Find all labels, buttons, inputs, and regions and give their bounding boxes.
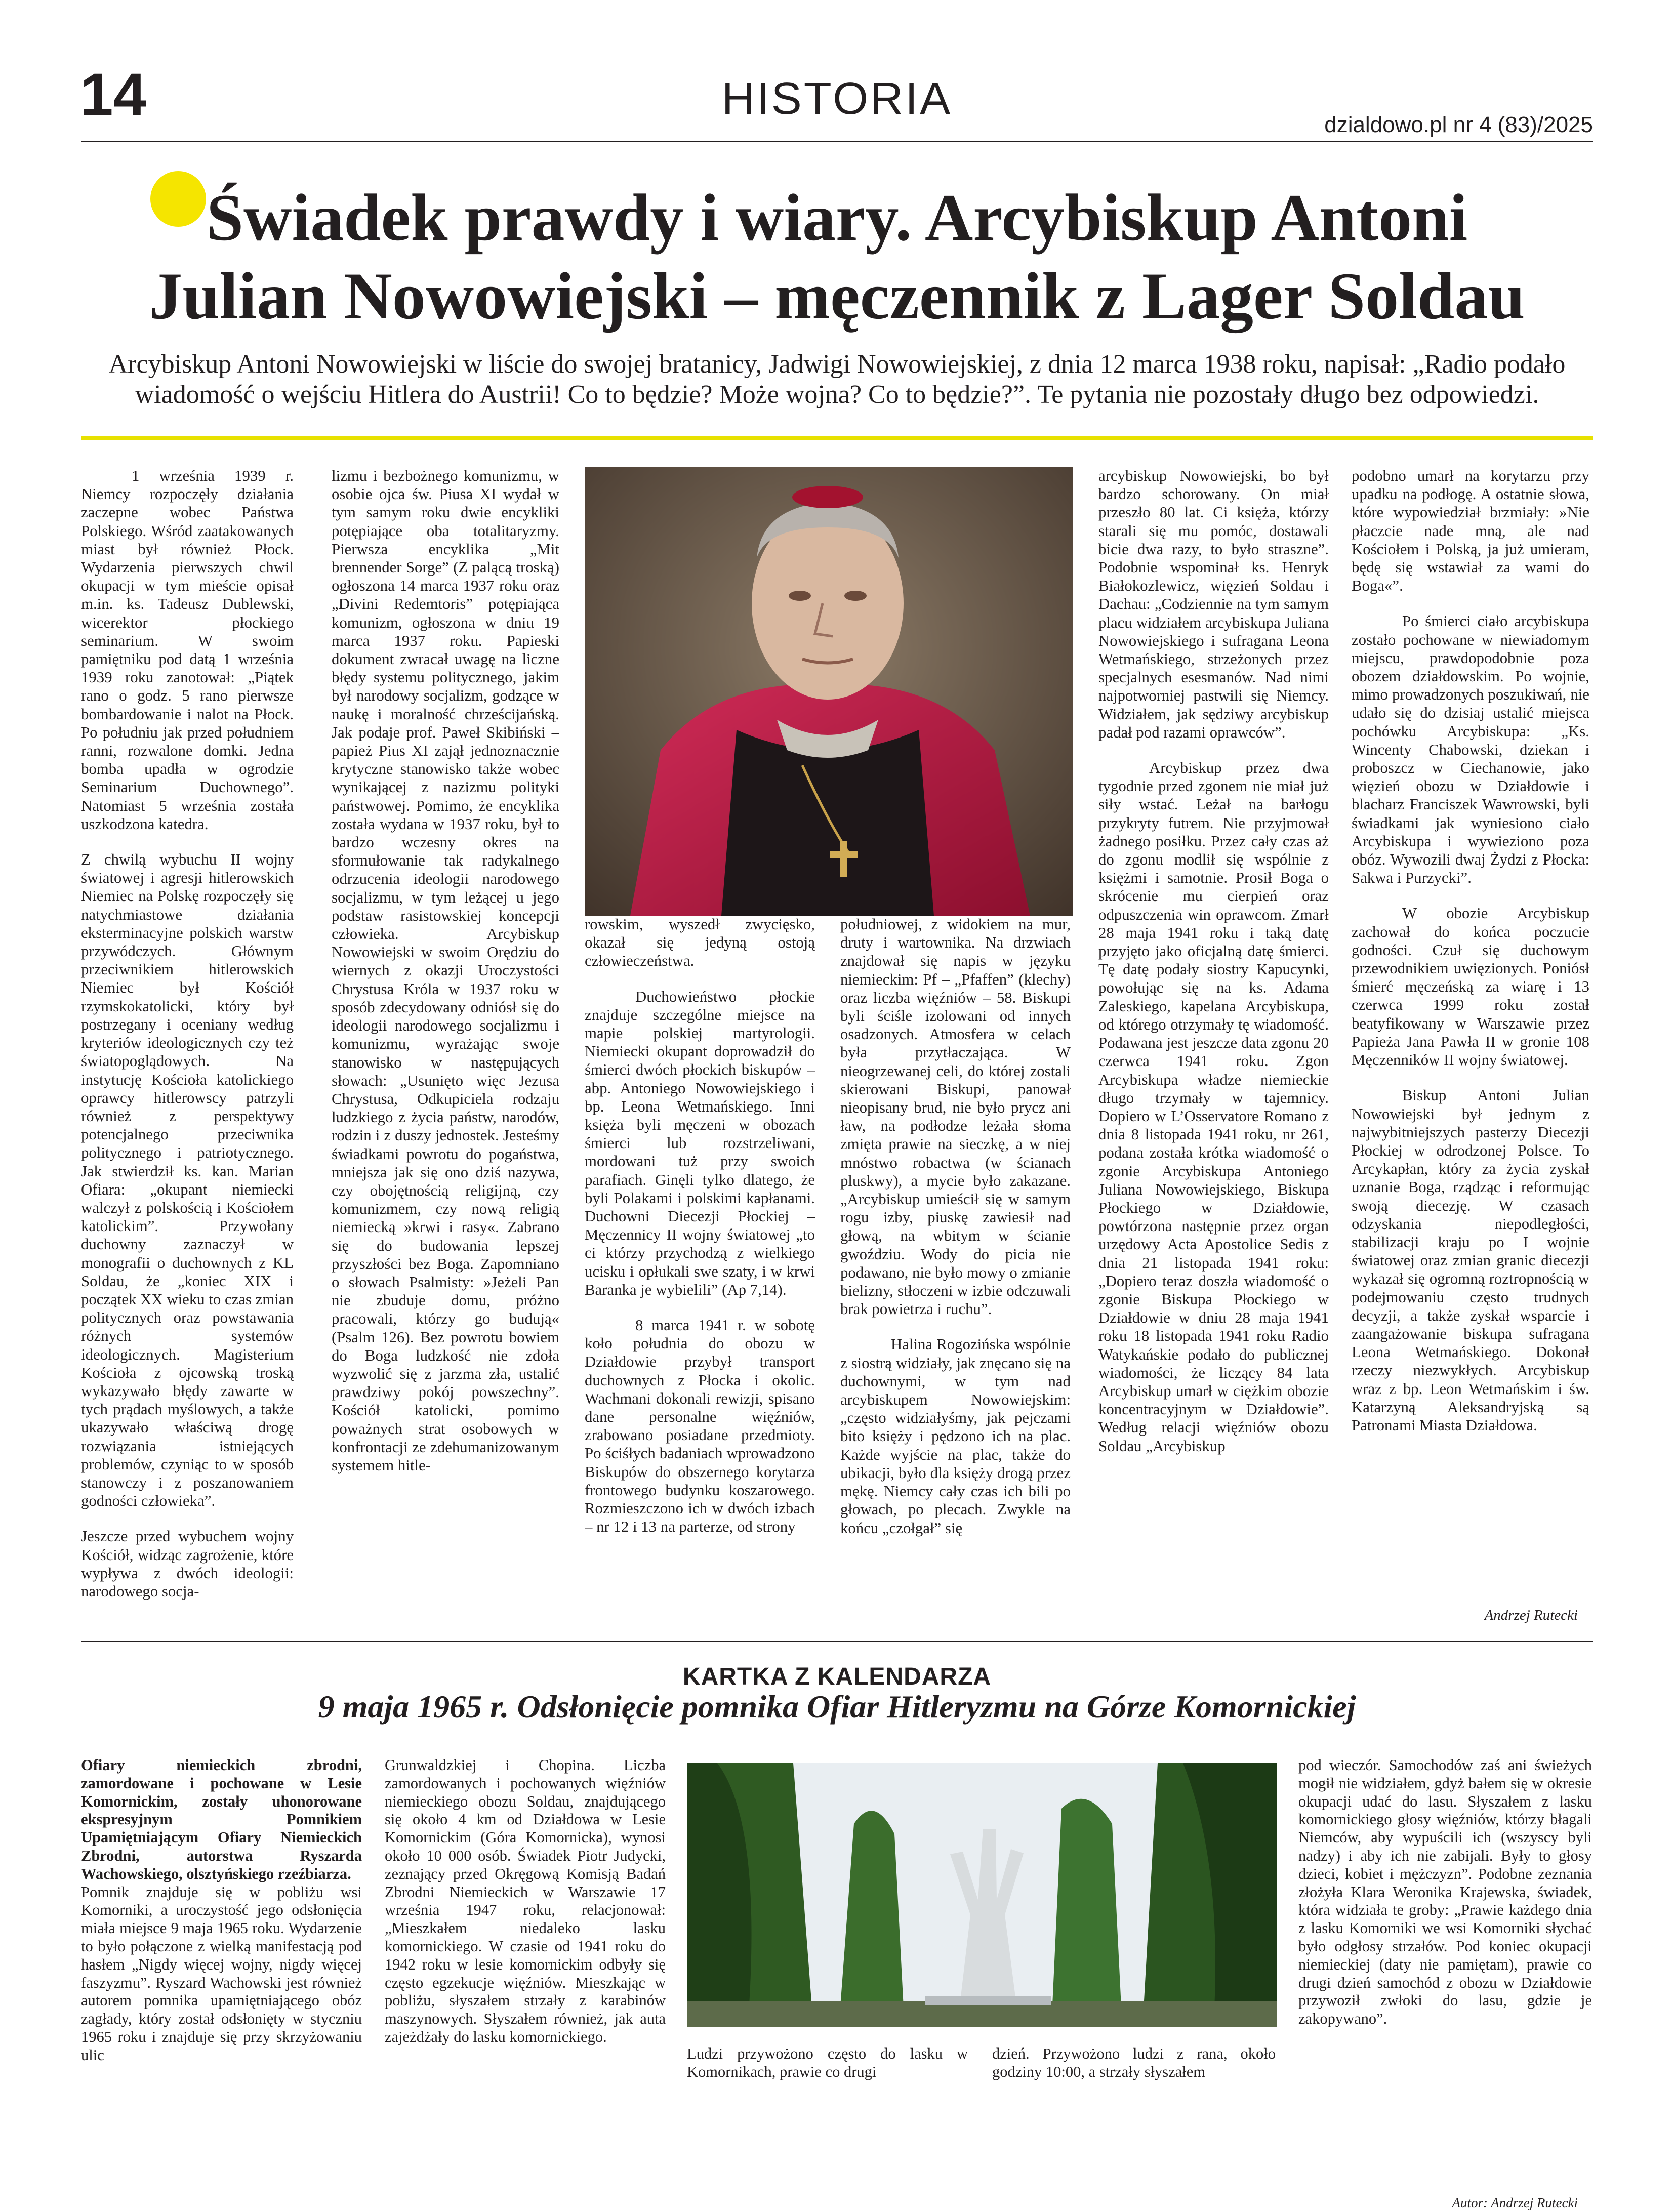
article-author: Andrzej Rutecki [1484, 1607, 1578, 1623]
calendar-column-3 [687, 2045, 968, 2096]
article-headline [81, 178, 1593, 335]
article-column-3 [585, 915, 815, 1616]
article-column-5 [1098, 467, 1329, 1616]
paragraph: Pomnik znajduje się w pobliżu wsi Komorniki, a uroczystość jego odsłonięcia miała miejsce 9 maja 1965 roku. Wydarzenie to było połączone z wielką manifestacją pod hasłem „Nigdy więcej wojny, nigdy więcej faszyzmu”. Ryszard Wachowski jest również autorem pomnika upamiętniającego obóz zagłady, który został odsłonięty w styczniu 1965 roku i znajduje się przy skrzyżowaniu ulic [81, 1883, 362, 2064]
calendar-column-1 [81, 1756, 362, 2202]
archbishop-portrait-photo [585, 467, 1073, 916]
monument-photo [687, 1763, 1277, 2027]
headline-line-1: Świadek prawdy i wiary. Arcybiskup Antoni [206, 180, 1468, 255]
paragraph: południowej, z widokiem na mur, druty i wartownika. Na drzwiach znajdował się napis w języku niemieckim: Pf – „Pfaffen” (klechy) oraz liczba więźniów – 58. Biskupi byli ściśle izolowani od innych osadzonych. Atmosfera w celach była przytłaczająca. W nieogrzewanej celi, do której zostali skierowani Biskupi, panował nieopisany brud, nie było prycz ani ław, na podłodze leżała słoma zmięta prawie na sieczkę, a w niej mnóstwo robactwa (w ścianach pluskwy), a mycie było zakazane. „Arcybiskup umieścił się w samym rogu izby, piuskę zawiesił nad głową, na wbitym w ścianie gwoździu. Wody do picia nie podawano, nie było mowy o zmianie bielizny, stłoczeni w izbie odczuwali brak powietrza i ruchu”. [840, 916, 1071, 1318]
paragraph: Po śmierci ciało arcybiskupa zostało pochowane w niewiadomym miejscu, prawdopodobnie poza obozem działdowskim. Po wojnie, mimo prowadzonych poszukiwań, nie udało się do dzisiaj ustalić miejsca pochówku Arcybiskupa: „Ks. Wincenty Chabowski, dziekan i proboszcz w Ciechanowie, jako więzień obozu w Działdowie i blacharz Franciszek Wawrowski, byli świadkami jak wyniesiono ciało Arcybiskupa i wywieziono poza obóz. Wywozili dwaj Żydzi z Płocka: Sakwa i Purzycki”. [1352, 612, 1589, 887]
issue-info: dzialdowo.pl nr 4 (83)/2025 [1324, 112, 1593, 137]
paragraph: Arcybiskup przez dwa tygodnie przed zgonem nie miał już siły wstać. Leżał na barłogu przykryty futrem. Nie przyjmował żadnego posiłku. Przez cały czas aż do zgonu modlił się wspólnie z księżmi i samotnie. Prosił Boga o skrócenie mu cierpień oraz odpuszczenia win oprawcom. Zmarł 28 maja 1941 roku i taką datę przyjęto jako oficjalną datę śmierci. Tę datę podały siostry Kapucynki, powołując się na ks. Adama Zaleskiego, kapelana Arcybiskupa, od którego otrzymały tę wiadomość. Podawana jest jeszcze data zgonu 20 czerwca 1941 roku. Zgon Arcybiskupa władze niemieckie długo trzymały w tajemnicy. Dopiero w L’Osservatore Romano z dnia 8 listopada 1941 roku, nr 261, podana została krótka wiadomość o zgonie Arcybiskupa Antoniego Juliana Nowowiejskiego, Biskupa Płockiego w Działdowie, powtórzona następnie przez organ urzędowy Acta Apostolice Sedis z dnia 21 listopada 1941 roku: „Dopiero teraz doszła wiadomość o zgonie Biskupa Płockiego w Działdowie w dniu 28 maja 1941 roku 18 listopada 1941 roku Radio Watykańskie podało do publicznej wiadomości, że liczący 84 lata Arcybiskup umarł w ciężkim obozie koncentracyjnym w Działdowie”. Według relacji więźniów obozu Soldau „Arcybiskup [1098, 759, 1329, 1455]
section-divider [81, 1641, 1593, 1642]
calendar-column-4 [992, 2045, 1276, 2096]
calendar-author: Autor: Andrzej Rutecki [1452, 2195, 1578, 2210]
calendar-column-2 [385, 1756, 666, 2202]
paragraph: 1 września 1939 r. Niemcy rozpoczęły działania zaczepne wobec Państwa Polskiego. Wśród zaatakowanych miast był również Płock. Wydarzenia pierwszych chwil okupacji w tym mieście opisał m.in. ks. Tadeusz Dublewski, wicerektor płockiego seminarium. W swoim pamiętniku pod datą 1 września 1939 roku zanotował: „Piątek rano o godz. 5 rano pierwsze bombardowanie i nalot na Płock. Po południu jak przed południem ranni, rozwalone domki. Jedna bomba upadła w ogrodzie Seminarium Duchownego”. Natomiast 5 września została uszkodzona katedra. [81, 467, 294, 833]
paragraph: Biskup Antoni Julian Nowowiejski był jednym z najwybitniejszych pasterzy Diecezji Płockiej w odrodzonej Polsce. To Arcykapłan, który za życia zyskał uznanie Boga, rządząc i reformując swoją diecezję. W czasach odzyskania niepodległości, stabilizacji kraju po I wojnie światowej oraz zmian granic diecezji wykazał się ogromną roztropnością w podejmowaniu często trudnych decyzji, a także zyskał wsparcie i zaangażowanie biskupa sufragana Leona Wetmańskiego. Dokonał rzeczy niezwykłych. Arcybiskup wraz z bp. Leon Wetmańskim i św. Katarzyną Aleksandryjską są Patronami Miasta Działdowa. [1352, 1087, 1589, 1434]
article-column-6 [1352, 467, 1589, 1601]
paragraph: Halina Rogozińska wspólnie z siostrą widziały, jak znęcano się na duchownymi, w tym nad arcybiskupem Nowowiejskim: „często widziałyśmy, jak pejczami bito księży i pędzono ich na plac. Każde wyjście na plac, także do ubikacji, było dla księży drogą przez mękę. Niemcy cały czas ich bili po głowach, po plecach. Zwykle na końcu „czołgał” się [840, 1336, 1071, 1537]
paragraph: pod wieczór. Samochodów zaś ani świeżych mogił nie widziałem, gdyż bałem się w okresie okupacji udać do lasu. Słyszałem z lasku komornickiego głosy więźniów, którzy błagali Niemców, aby wypuścili ich (wszyscy byli nadzy) i aby ich nie zabijali. Były to głosy dzieci, kobiet i mężczyzn”. Podobne zeznania złożyła Klara Weronika Krajewska, świadek, która widziała te groby: „Prawie każdego dnia z lasku Komorniki we wsi Komorniki słychać było odgłosy strzałów. Pod koniec okupacji niemieckiej (daty nie pamiętam), prawie co drugi dzień samochód z obozu w Działdowie przywoził zwłoki do lasu, gdzie je zakopywano”. [1298, 1756, 1592, 2028]
section-title: HISTORIA [721, 73, 953, 124]
paragraph: 8 marca 1941 r. w sobotę koło południa do obozu w Działdowie przybył transport duchownych z Płocka i okolic. Wachmani dokonali rewizji, spisano dane personalne więźniów, zrabowano posiadane przedmioty. Po ściśłych badaniach wprowadzono Biskupów do obszernego korytarza frontowego budynku koszarowego. Rozmieszczono ich w dwóch izbach – nr 12 i 13 na parterze, od strony [585, 1317, 815, 1536]
paragraph: podobno umarł na korytarzu przy upadku na podłogę. A ostatnie słowa, które wypowiedział brzmiały: »Nie płaczcie nade mną, ale nad Kościołem i Polską, ja już umieram, będę się wstawiał za wami do Boga«”. [1352, 467, 1589, 595]
paragraph: dzień. Przywożono ludzi z rana, około godziny 10:00, a strzały słyszałem [992, 2045, 1276, 2080]
header-divider [81, 141, 1593, 142]
monument-illustration [687, 1763, 1277, 2027]
paragraph: Jeszcze przed wybuchem wojny Kościół, widząc zagrożenie, które wypływa z dwóch ideologii: narodowego socja- [81, 1528, 294, 1600]
calendar-column-5 [1298, 1756, 1592, 2197]
headline-line-2: Julian Nowowiejski – męczennik z Lager Soldau [149, 259, 1525, 333]
lead-line-2: wiadomość o wejściu Hitlera do Austrii! Co to będzie? Może wojna? Co to będzie?”. Te pytania nie pozostały długo bez odpowiedzi. [135, 380, 1539, 409]
article-column-2 [332, 467, 559, 1616]
paragraph: Ludzi przywożono często do lasku w Komornikach, prawie co drugi [687, 2045, 968, 2080]
article-column-1 [81, 467, 294, 1616]
paragraph: Grunwaldzkiej i Chopina. Liczba zamordowanych i pochowanych więźniów niemieckiego obozu Soldau, znajdującego się około 4 km od Działdowa w Lesie Komornickim (Góra Komornicka), wynosi około 10 000 osób. Świadek Piotr Judycki, zeznający przed Okręgową Komisją Badań Zbrodni Niemieckich w Warszawie 17 września 1947 roku, relacjonował: „Mieszkałem niedaleko lasku komornickiego. W czasie od 1941 roku do 1942 roku w lesie komornickim odbyły się często egzekucje więźniów. Mieszkając w pobliżu, słyszałem strzały z karabinów maszynowych. Słyszałem również, jak auta zajeżdżały do lasku komornickiego. [385, 1756, 666, 2045]
paragraph: Duchowieństwo płockie znajduje szczególne miejsce na mapie polskiej martyrologii. Niemiecki okupant doprowadził do śmierci dwóch płockich biskupów – abp. Antoniego Nowowiejskiego i bp. Leona Wetmańskiego. Inni księża byli męczeni w obozach śmierci lub rozstrzeliwani, mordowani tuż przy swoich parafiach. Ginęli tylko dlatego, że byli Polakami i polskimi kapłanami. Duchowni Diecezji Płockiej – Męczennicy II wojny światowej „to ci którzy przychodzą z wielkiego ucisku i opłukali swe szaty, i w krwi Baranka je wybielili” (Ap 7,14). [585, 988, 815, 1298]
calendar-label: KARTKA Z KALENDARZA [682, 1663, 992, 1690]
lead-divider [81, 436, 1593, 440]
paragraph: W obozie Arcybiskup zachował do końca poczucie godności. Czuł się duchowym przewodnikiem uwięzionych. Poniósł śmierć męczeńską za wiarę i 13 czerwca 1999 roku został beatyfikowany w Warszawie przez Papieża Jana Pawła II w gronie 108 Męczenników II wojny światowej. [1352, 905, 1589, 1069]
paragraph: Z chwilą wybuchu II wojny światowej i agresji hitlerowskich Niemiec na Polskę rozpoczęły się natychmiastowe działania eksterminacyjne polskich warstw przywódczych. Głównym przeciwnikiem hitlerowskich Niemiec był Kościół rzymskokatolicki, który był postrzegany i oceniany według kryteriów ideologicznych czy też światopoglądowych. Na instytucję Kościoła katolickiego oprawcy hitlerowscy patrzyli również z perspektywy potencjalnego przeciwnika politycznego i patriotycznego. Jak stwierdził ks. kan. Marian Ofiara: „okupant niemiecki walczył z polskością i Kościołem katolickim”. Przywołany duchowny zaznaczył w monografii o duchownych z KL Soldau, że „koniec XIX i początek XX wieku to czas zmian politycznych oraz powstawania różnych systemów ideologicznych. Magisterium Kościoła z ojcowską troską wykazywało błędy zawarte w tych prądach myślowych, a także ukazywało właściwą drogę rozwiązania istniejących problemów, czyniąc to w sposób stanowczy i z poszanowaniem godności człowieka”. [81, 851, 294, 1510]
article-column-4 [840, 915, 1071, 1616]
calendar-intro: Ofiary niemieckich zbrodni, zamordowane i pochowane w Lesie Komornickim, zostały uhonorowane ekspresyjnym Pomnikiem Upamiętniającym Ofiary Niemieckich Zbrodni, autorstwa Ryszarda Wachowskiego, olsztyńskiego rzeźbiarza. [81, 1756, 362, 1882]
paragraph: arcybiskup Nowowiejski, bo był bardzo schorowany. On miał przeszło 80 lat. Ci księża, którzy starali się mu pomóc, dostawali bicie dwa razy, to było straszne”. Podobnie wspominał ks. Henryk Białokozlewicz, więzień Soldau i Dachau: „Codziennie na tym samym placu widziałem arcybiskupa Juliana Nowowiejskiego i sufragana Leona Wetmańskiego, strzeżonych przez specjalnych esesmanów. Nad nimi najpotworniej pastwili się Niemcy. Widziałem, jak sędziwy arcybiskup padał pod razami oprawców”. [1098, 467, 1329, 741]
portrait-illustration [585, 467, 1073, 916]
calendar-title: 9 maja 1965 r. Odsłonięcie pomnika Ofiar Hitleryzmu na Górze Komornickiej [318, 1689, 1356, 1725]
paragraph: lizmu i bezbożnego komunizmu, w osobie ojca św. Piusa XI wydał w tym samym roku dwie encykliki potępiające oba totalitaryzmy. Pierwsza encyklika „Mit brennender Sorge” (Z palącą troską) ogłoszona 14 marca 1937 roku oraz „Divini Redemtoris” potępiająca komunizm, ogłoszona w dniu 19 marca 1937 roku. Papieski dokument zwracał uwagę na liczne błędy systemu politycznego, jakim był narodowy socjalizm, godzące w naukę i moralność chrześcijańską. Jak podaje prof. Paweł Skibiński – papież Pius XI zajął jednoznacznie krytyczne stanowisko także wobec wynikającej z nazizmu polityki państwowej. Pomimo, że encyklika została wydana w 1937 roku, był to bardzo wczesny okres na sformułowanie tak radykalnego odrzucenia ideologii narodowego socjalizmu, w tym leżącej u jego podstaw rasistowskiej koncepcji człowieka. Arcybiskup Nowowiejski w swoim Orędziu do wiernych z okazji Uroczystości Chrystusa Króla w 1937 roku w sposób zdecydowany odniósł się do ideologii narodowego socjalizmu i komunizmu, wyrażając swoje stanowisko w następujących słowach: „Usunięto więc Jezusa Chrystusa, Odkupiciela rodzaju ludzkiego z życia państw, narodów, rodzin i z duszy jednostek. Jesteśmy świadkami powrotu do pogaństwa, mniejsza jak się ono dziś nazywa, czy obojętnością religijną, czy komunizmem, czy nową religią niemiecką »krwi i rasy«. Zabrano się do budowania lepszej przyszłości bez Boga. Zapomniano o słowach Psalmisty: »Jeżeli Pan nie zbuduje domu, próżno pracowali, którzy go budują« (Psalm 126). Bez powrotu bowiem do Boga ludzkość nie zdoła wyzwolić się z jarzma zła, ustalić prawdziwy pokój powszechny”. Kościół katolicki, pomimo poważnych strat osobowych w konfrontacji ze zdehumanizowanym systemem hitle- [332, 467, 559, 1474]
page-number: 14 [80, 61, 147, 128]
article-lead [81, 349, 1593, 410]
lead-line-1: Arcybiskup Antoni Nowowiejski w liście do swojej bratanicy, Jadwigi Nowowiejskiej, z dnia 12 marca 1938 roku, napisał: „Radio podało [108, 350, 1566, 379]
paragraph: rowskim, wyszedł zwycięsko, okazał się jedyną ostoją człowieczeństwa. [585, 916, 815, 970]
